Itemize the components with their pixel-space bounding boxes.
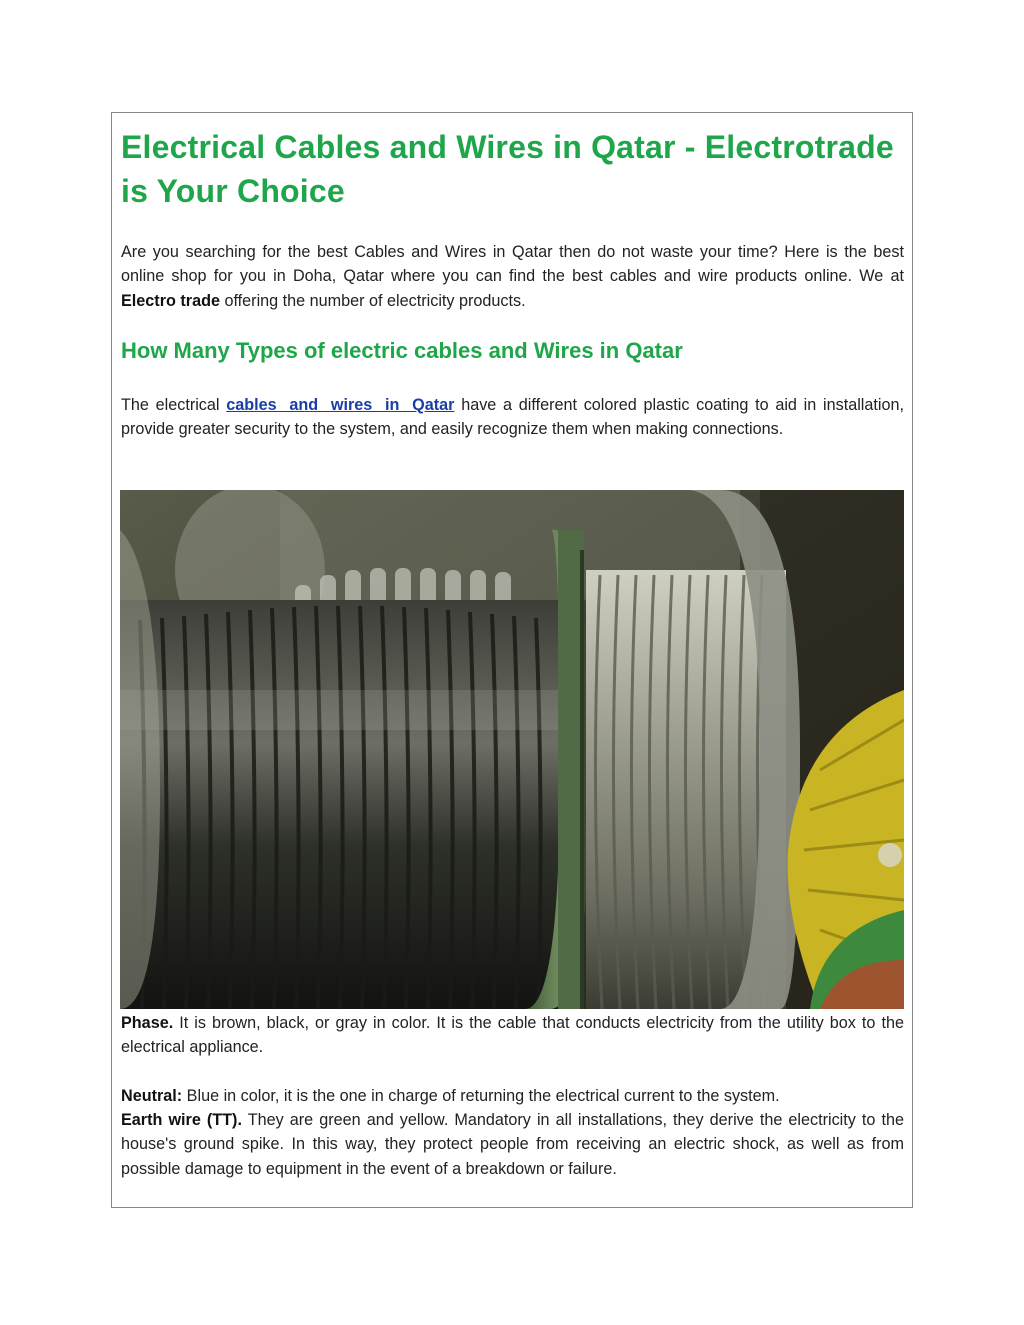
phase-label: Phase. (121, 1014, 174, 1032)
document-page (111, 112, 913, 1208)
earth-text: They are green and yellow. Mandatory in all installations, they derive the electricity to the house's ground spike. In this way, they protect people from receiving an electric shock, as well as from possible damage to equipment in the event of a breakdown or failure. (121, 1111, 904, 1178)
phase-paragraph (121, 1011, 904, 1060)
neutral-label: Neutral: (121, 1087, 183, 1105)
neutral-text: Blue in color, it is the one in charge of returning the electrical current to the system. (182, 1087, 780, 1105)
neutral-paragraph (121, 1084, 904, 1108)
cable-reels-illustration (120, 490, 904, 1009)
page-title: Electrical Cables and Wires in Qatar - Electrotrade is Your Choice (121, 129, 894, 209)
cables-wires-link[interactable]: cables and wires in Qatar (226, 396, 455, 414)
section-text-end: have a different colored plastic coating to aid in installation, provide greater security to the system, and easily recognize them when making connections. (121, 396, 904, 439)
intro-bold-company: Electro trade (121, 291, 220, 310)
intro-text-end: offering the number of electricity products. (219, 291, 526, 310)
section-paragraph (121, 393, 904, 442)
section-text-start: The electrical (121, 396, 227, 414)
intro-paragraph (121, 240, 904, 313)
earth-label: Earth wire (TT). (121, 1111, 242, 1129)
intro-text-start: Are you searching for the best Cables and Wires in Qatar then do not waste your time? Here is the best online shop for you in Doha, Qatar where you can find the best cables and wire products online. We at (121, 243, 904, 286)
cable-reels-photo (120, 490, 904, 1009)
earth-paragraph (121, 1108, 904, 1181)
section-heading: How Many Types of electric cables and Wires in Qatar (121, 338, 683, 363)
phase-text: It is brown, black, or gray in color. It is the cable that conducts electricity from the utility box to the electrical appliance. (121, 1014, 904, 1057)
